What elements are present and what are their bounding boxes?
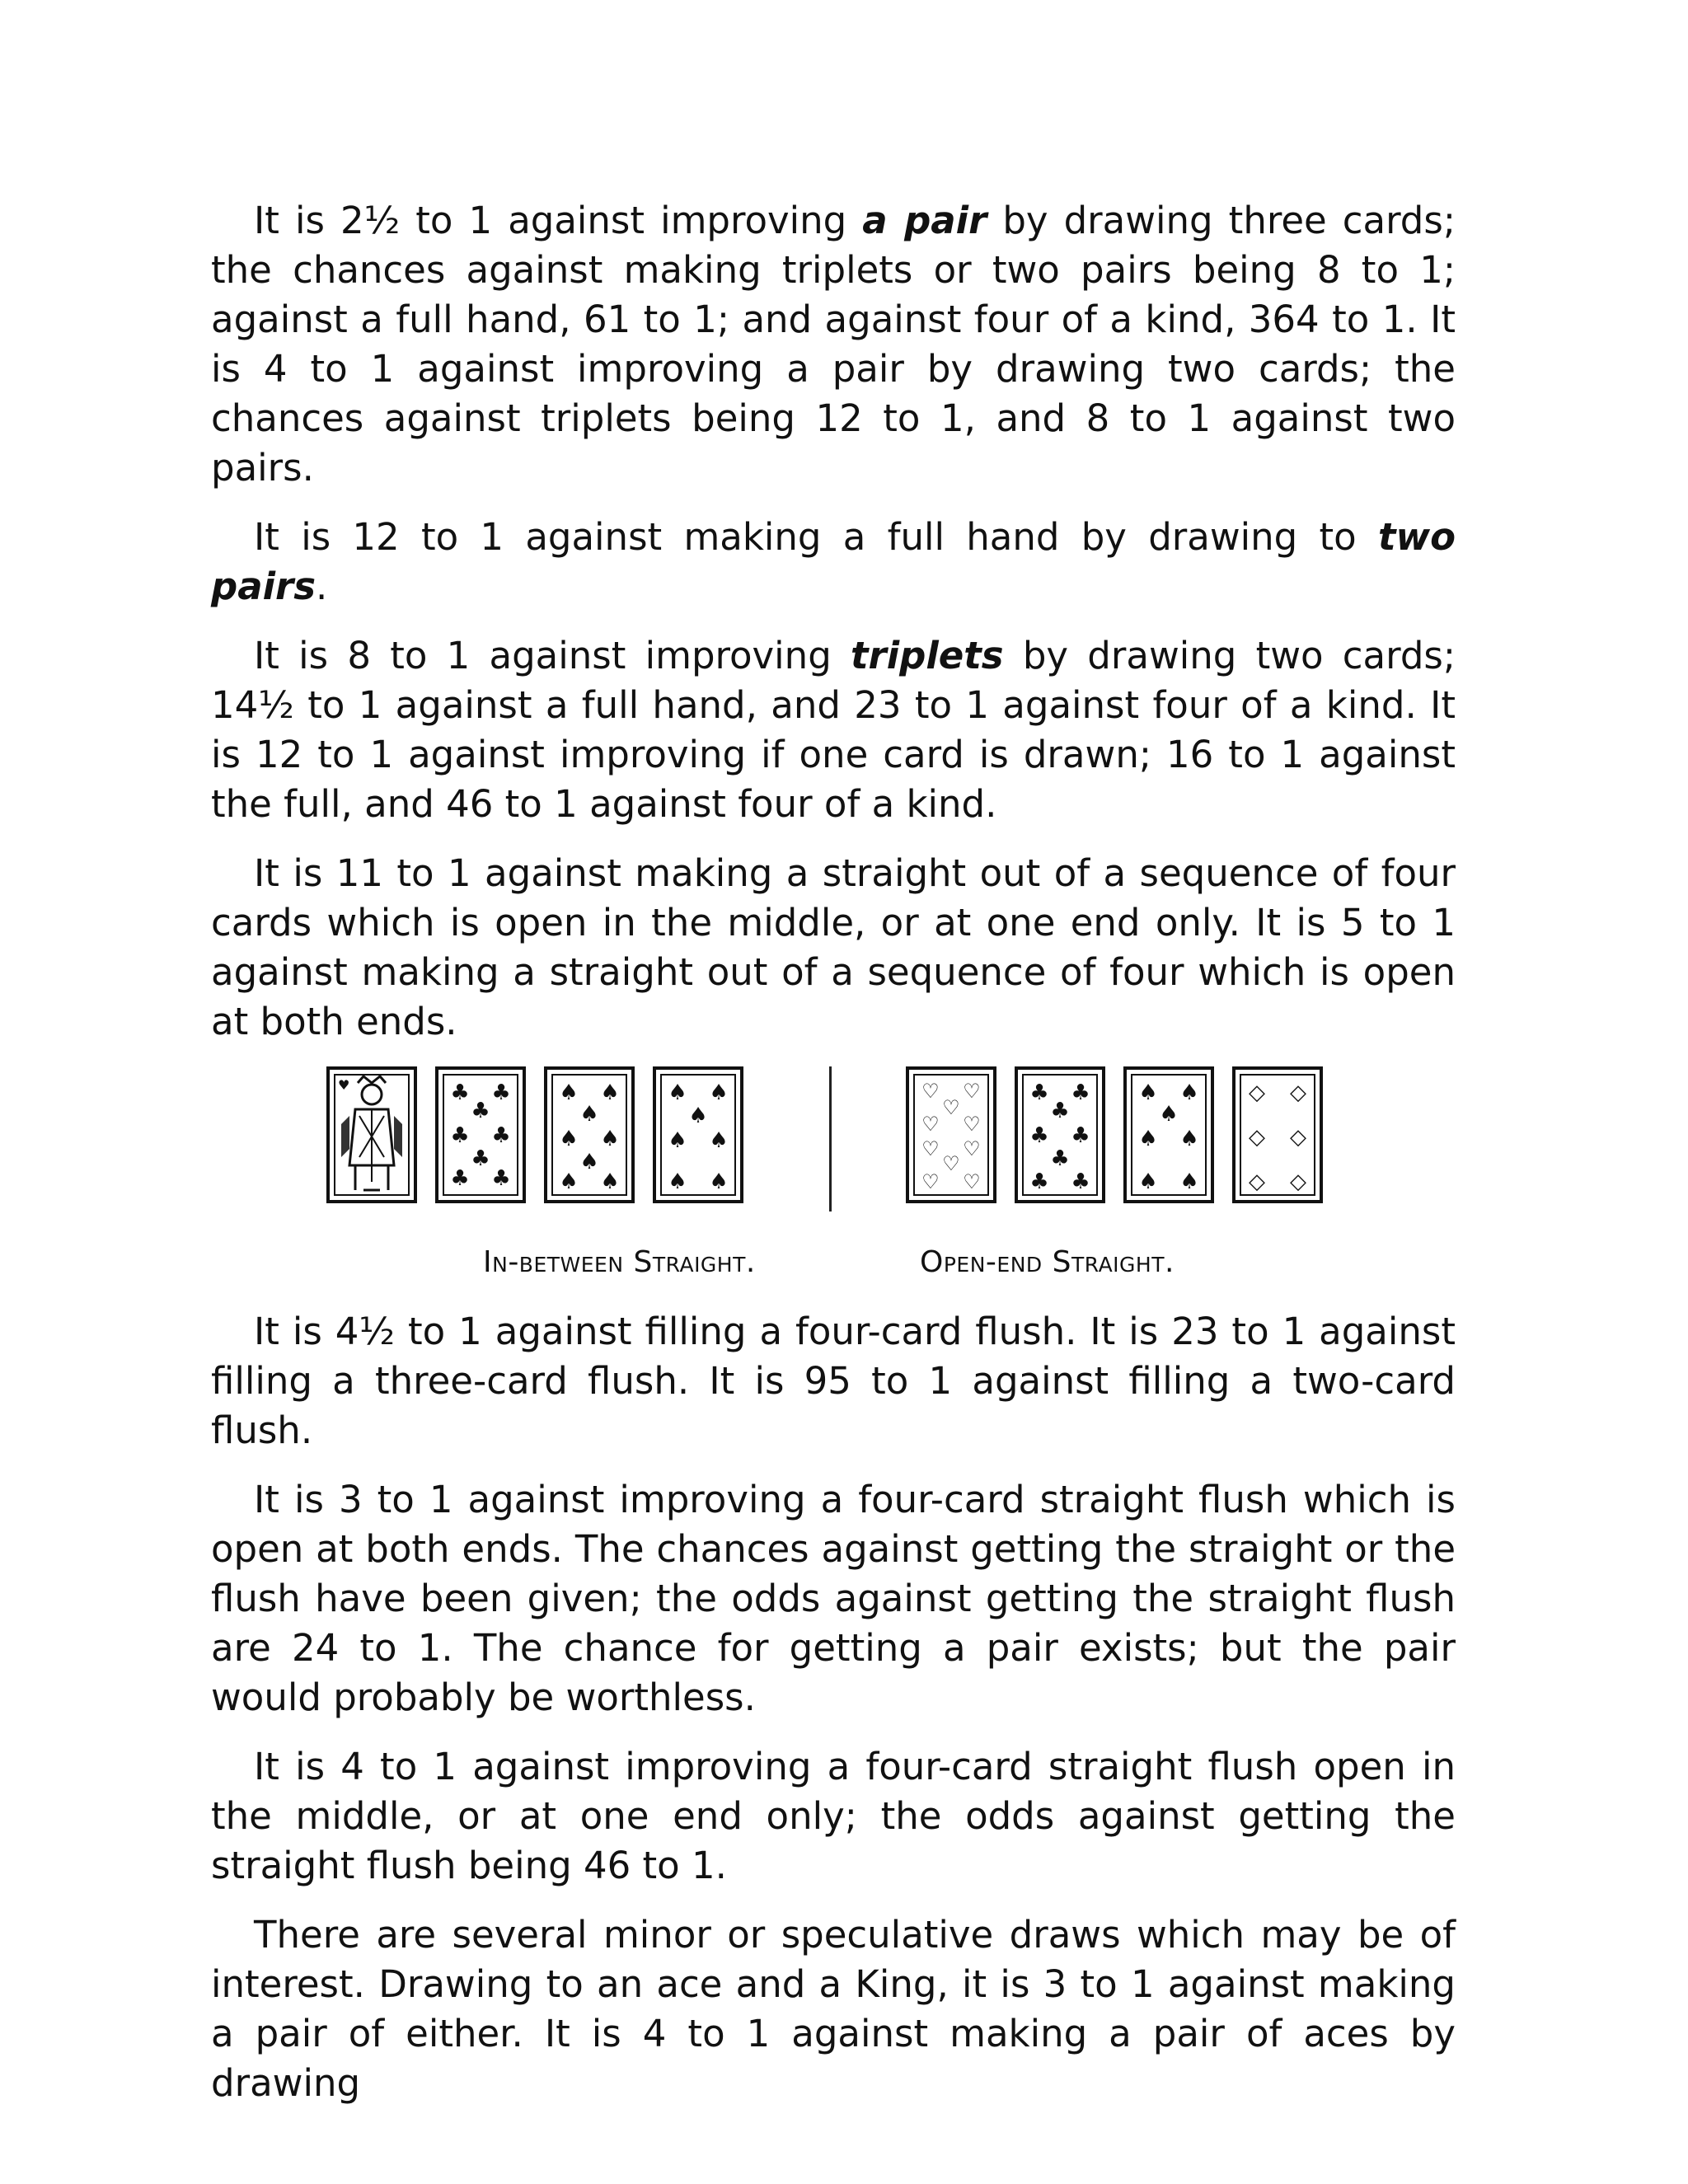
svg-text:♠: ♠ — [688, 1104, 708, 1128]
svg-text:♣: ♣ — [491, 1166, 511, 1191]
svg-text:♣: ♣ — [471, 1146, 490, 1171]
paragraph-middle-straight-flush-odds: It is 4 to 1 against improving a four-card straight flush open in the middle, or at one end only; the odds against getting the straight flush being 46 to 1. — [211, 1745, 1456, 1887]
svg-text:♠: ♠ — [709, 1169, 729, 1194]
svg-text:♣: ♣ — [1029, 1080, 1049, 1105]
svg-text:♣: ♣ — [1071, 1169, 1090, 1194]
svg-text:♣: ♣ — [450, 1080, 470, 1105]
svg-text:♡: ♡ — [963, 1137, 981, 1160]
emphasis-two-pairs: two pairs — [211, 515, 1456, 608]
paragraph-speculative-draws: There are several minor or speculative draws which may be of interest. Drawing to an ace and a King, it is 3 to 1 against making a pair of either. It is 4 to 1 against making a pair of aces by drawing — [211, 1913, 1456, 2105]
document-page — [211, 196, 1456, 2128]
svg-text:♣: ♣ — [1050, 1099, 1070, 1123]
svg-text:♣: ♣ — [491, 1123, 511, 1148]
svg-text:◇: ◇ — [1290, 1169, 1306, 1194]
paragraph-two-pairs-odds — [211, 513, 1456, 612]
svg-text:♠: ♠ — [1138, 1169, 1158, 1194]
six-of-spades-icon — [653, 1066, 743, 1203]
seven-of-clubs-icon — [435, 1066, 526, 1203]
svg-text:♣: ♣ — [1029, 1169, 1049, 1194]
svg-text:♠: ♠ — [1138, 1080, 1158, 1105]
text-run: It is 12 to 1 against making a full hand by drawing to — [254, 515, 1378, 559]
caption-in-between-straight: In-between Straight. — [483, 1245, 756, 1279]
caption-open-end-straight: Open-end Straight. — [920, 1245, 1175, 1279]
svg-text:♥: ♥ — [338, 1077, 350, 1093]
svg-text:♠: ♠ — [600, 1169, 620, 1194]
svg-text:♠: ♠ — [1179, 1169, 1199, 1194]
svg-text:♠: ♠ — [668, 1080, 687, 1105]
svg-text:◇: ◇ — [1290, 1080, 1306, 1105]
svg-text:♣: ♣ — [1050, 1146, 1070, 1171]
paragraph-open-straight-flush-odds: It is 3 to 1 against improving a four-card straight flush which is open at both ends. The chances against getting the straight or the flush have been given; the odds against getting the straight flush are 24 to 1. The chance for getting a pair exists; but the pair would probably be worthless. — [211, 1478, 1456, 1719]
svg-text:♠: ♠ — [709, 1128, 729, 1153]
svg-text:♣: ♣ — [1071, 1123, 1090, 1148]
svg-text:♣: ♣ — [1071, 1080, 1090, 1105]
svg-text:◇: ◇ — [1249, 1169, 1265, 1194]
svg-text:♡: ♡ — [921, 1080, 940, 1103]
svg-text:♣: ♣ — [471, 1099, 490, 1123]
svg-text:◇: ◇ — [1290, 1125, 1306, 1150]
svg-text:♡: ♡ — [921, 1137, 940, 1160]
svg-text:♡: ♡ — [963, 1113, 981, 1136]
figure-divider — [829, 1066, 832, 1212]
svg-text:♠: ♠ — [1159, 1102, 1179, 1127]
in-between-straight-cards — [326, 1066, 743, 1203]
ten-of-hearts-icon — [906, 1066, 996, 1203]
face-card-icon — [326, 1066, 417, 1203]
svg-text:♡: ♡ — [921, 1170, 940, 1193]
svg-text:♣: ♣ — [450, 1166, 470, 1191]
straights-illustration — [211, 1066, 1456, 1287]
eight-of-clubs-icon — [1015, 1066, 1105, 1203]
svg-text:♣: ♣ — [491, 1080, 511, 1105]
text-run: by drawing three cards; the chances against making triplets or two pairs being 8 to 1; against a full hand, 61 to 1; and against four of a kind, 364 to 1. It is 4 to 1 against improving a pair by drawing two cards; the chances against triplets being 12 to 1, and 8 to 1 against two pairs. — [211, 199, 1456, 490]
open-end-straight-cards — [906, 1066, 1323, 1203]
svg-text:♡: ♡ — [942, 1152, 960, 1175]
svg-text:♠: ♠ — [1179, 1080, 1199, 1105]
text-run: It is 2½ to 1 against improving — [254, 199, 863, 242]
svg-text:♡: ♡ — [963, 1170, 981, 1193]
seven-of-spades-icon — [544, 1066, 635, 1203]
svg-text:♣: ♣ — [450, 1123, 470, 1148]
svg-text:♠: ♠ — [600, 1080, 620, 1105]
svg-text:♠: ♠ — [579, 1150, 599, 1174]
paragraph-pair-odds — [211, 196, 1456, 493]
paragraph-straight-odds: It is 11 to 1 against making a straight out of a sequence of four cards which is open in the middle, or at one end only. It is 5 to 1 against making a straight out of a sequence of four which is open at both ends. — [211, 851, 1456, 1043]
svg-text:◇: ◇ — [1249, 1080, 1265, 1105]
svg-text:♣: ♣ — [1029, 1123, 1049, 1148]
emphasis-triplets: triplets — [851, 634, 1004, 677]
paragraph-flush-odds: It is 4½ to 1 against filling a four-card flush. It is 23 to 1 against filling a three-card flush. It is 95 to 1 against filling a two-card flush. — [211, 1310, 1456, 1452]
svg-text:♠: ♠ — [668, 1128, 687, 1153]
svg-text:♠: ♠ — [600, 1127, 620, 1151]
text-run: . — [315, 565, 328, 608]
svg-text:♠: ♠ — [559, 1127, 579, 1151]
svg-text:♠: ♠ — [559, 1080, 579, 1105]
six-of-diamonds-icon — [1232, 1066, 1323, 1203]
svg-text:♠: ♠ — [1138, 1127, 1158, 1151]
seven-of-spades-icon — [1123, 1066, 1214, 1203]
svg-text:♡: ♡ — [942, 1096, 960, 1119]
svg-text:◇: ◇ — [1249, 1125, 1265, 1150]
svg-text:♠: ♠ — [1179, 1127, 1199, 1151]
svg-text:♠: ♠ — [559, 1169, 579, 1194]
emphasis-a-pair: a pair — [862, 199, 987, 242]
svg-text:♠: ♠ — [709, 1080, 729, 1105]
svg-text:♠: ♠ — [668, 1169, 687, 1194]
text-run: It is 8 to 1 against improving — [254, 634, 851, 677]
text-run: by drawing two cards; 14½ to 1 against a full hand, and 23 to 1 against four of a kind. It is 12 to 1 against improving if one card is drawn; 16 to 1 against the full, and 46 to 1 against four of a kind. — [211, 634, 1456, 826]
svg-text:♡: ♡ — [921, 1113, 940, 1136]
svg-text:♡: ♡ — [963, 1080, 981, 1103]
paragraph-triplets-odds — [211, 631, 1456, 829]
svg-text:♠: ♠ — [579, 1102, 599, 1127]
